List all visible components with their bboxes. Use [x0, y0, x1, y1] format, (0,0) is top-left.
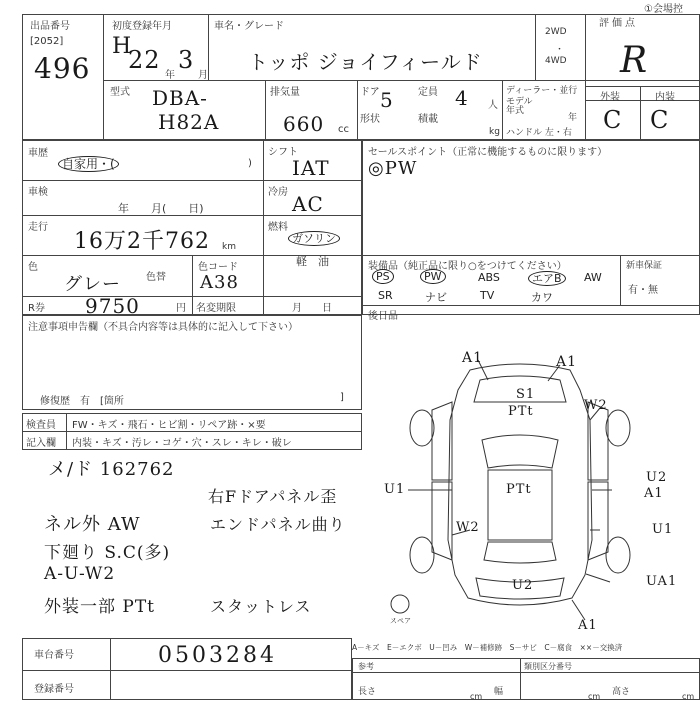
leader: [586, 574, 610, 582]
hw-line-1: メ/ド 162762: [48, 459, 175, 480]
hw-line-4: A-U-W2: [44, 564, 116, 584]
equip-label: 装備品（純正品に限り○をつけてください）: [368, 261, 567, 272]
spare-label: スペア: [390, 617, 411, 625]
equip-tv: TV: [480, 289, 495, 302]
load-label: 積載: [418, 114, 438, 125]
ext-value: C: [603, 106, 623, 134]
dim-height: 高さ: [612, 687, 631, 697]
rear-seat-label: 後日品: [368, 311, 398, 322]
doors-value: 5: [380, 88, 394, 112]
usage-close: ): [248, 158, 252, 169]
dim-width-unit: cm: [588, 692, 601, 701]
equip-abs: ABS: [478, 271, 500, 284]
new-car-label: 新車保証: [626, 261, 663, 271]
color-label: 色: [28, 262, 38, 273]
wheel-rr: [606, 537, 630, 573]
int-value: C: [650, 106, 670, 134]
mark-a1-front-left: A1: [462, 350, 484, 366]
first-reg-era: H: [112, 34, 133, 59]
color-code-label: 色コード: [198, 262, 238, 273]
int-label: 内装: [655, 92, 675, 103]
dim-length: 長さ: [358, 687, 377, 697]
dim-height-unit: cm: [682, 692, 695, 701]
chassis-label: 車台番号: [34, 650, 74, 661]
recycle-unit: 円: [176, 303, 186, 314]
equip-pw-mark: PW: [420, 269, 446, 284]
divider: [110, 638, 111, 700]
transfer-label: 類別区分番号: [524, 662, 572, 671]
mark-s1-hood: S1: [516, 387, 536, 402]
shift-value: IAT: [292, 156, 330, 180]
new-car-value: 有・無: [628, 285, 658, 296]
equip-leather: カワ: [531, 291, 553, 304]
fee-label: 参考: [358, 662, 374, 671]
title-limit-units: 月 日: [292, 303, 332, 314]
rear-window: [484, 542, 556, 563]
mark-ptt-roof: PTt: [506, 482, 532, 497]
venue-partial: ①会場控: [644, 4, 683, 15]
mark-ua1-right-rear: UA1: [646, 574, 678, 589]
color-value: グレー: [64, 274, 121, 295]
equip-airbag-mark: エアB: [528, 271, 566, 286]
divider: [22, 670, 352, 671]
lot-sub: [2052]: [30, 36, 64, 47]
caution-label: 注意事項申告欄（不具合内容等は具体的に記入して下さい）: [28, 322, 298, 333]
mark-w2-right-fender: W2: [584, 398, 608, 413]
model-year-label: モデル年式: [506, 97, 533, 116]
fuel-diesel: 軽 油: [296, 255, 329, 268]
recycle-value: 9750: [85, 294, 140, 318]
hw-line-2: ネル外 AW: [44, 514, 141, 535]
spare-tire: [391, 595, 409, 613]
ac-label: 冷房: [268, 187, 288, 198]
disp-value: 660: [283, 112, 325, 136]
dealer-label: ディーラー・並行: [506, 86, 578, 96]
year-unit: 年: [165, 70, 175, 81]
model-value: トッポ ジョイフィールド: [248, 50, 483, 74]
model-label: 車名・グレード: [214, 21, 284, 32]
mark-ptt-hood: PTt: [508, 404, 534, 419]
repair-label: 修復歴 有 [箇所: [40, 396, 124, 407]
reg-label: 登録番号: [34, 684, 74, 695]
usage-label: 車歴: [28, 148, 48, 159]
wheel-lf: [410, 410, 434, 446]
seats-value: 4: [455, 86, 469, 110]
mark-u1-right-rear: U1: [652, 522, 674, 537]
legend: A－キズ E－エクボ U－凹み W－補修跡 S－サビ C－腐食 ××－交換済: [352, 643, 623, 652]
seats-label: 定員: [418, 87, 438, 98]
first-reg-label: 初度登録年月: [112, 21, 172, 32]
check-row-1: FW・キズ・飛石・ヒビ割・リペア跡・×要: [72, 420, 266, 431]
sales-label: セールスポイント（正常に機能するものに限ります）: [368, 147, 608, 158]
month-unit: 月: [198, 70, 208, 81]
type-value-1: DBA-: [152, 86, 208, 110]
ext-label: 外装: [600, 92, 620, 103]
recycle-label: R券: [28, 303, 45, 314]
lot-label: 出品番号: [30, 21, 70, 32]
sales-value: ◎PW: [368, 158, 418, 179]
windshield: [482, 435, 558, 468]
type-label: 型式: [110, 87, 130, 98]
shift-label: シフト: [268, 147, 298, 158]
mileage-value: 16万2千762: [74, 229, 210, 254]
mark-a1-rear: A1: [578, 618, 598, 633]
lot-number: 496: [34, 52, 91, 85]
doors-label: ドア: [360, 87, 380, 98]
score-label: 評価点: [599, 18, 638, 29]
first-reg-year: 22: [128, 46, 161, 74]
hw-line-5: 外装一部 PTt: [44, 597, 156, 617]
title-limit-label: 名変期限: [196, 303, 236, 314]
score-value: R: [620, 40, 649, 81]
dim-width: 幅: [494, 687, 504, 697]
color-code-value: A38: [200, 272, 239, 293]
leader: [572, 600, 585, 620]
drive-2wd: 2WD: [545, 27, 567, 37]
mark-u2-rear: U2: [512, 578, 534, 593]
load-unit: kg: [489, 127, 500, 137]
mark-a1-front-right: A1: [556, 354, 578, 370]
fuel-gas: ガソリン: [288, 231, 340, 246]
hw-right-1: 右Fドアパネル歪: [208, 487, 338, 506]
first-reg-month: 3: [178, 46, 195, 74]
equip-aw: AW: [584, 271, 602, 284]
chassis-value: 0503284: [158, 643, 277, 668]
handle-label: ハンドル 左・右: [506, 128, 572, 138]
mark-u2-right: U2: [646, 470, 668, 485]
usage-private: 自家用・(: [58, 156, 119, 172]
drive-4wd: 4WD: [545, 56, 567, 66]
shaken-units: 年 月( 日): [118, 202, 204, 215]
equip-sr: SR: [378, 289, 393, 302]
model-year-unit: 年: [568, 113, 578, 123]
record-label: 記入欄: [26, 438, 56, 449]
drive-dot: ・: [555, 45, 565, 55]
divider: [520, 658, 521, 700]
type-value-2: H82A: [158, 110, 220, 134]
mark-a1-right: A1: [644, 486, 664, 501]
mark-u1-left: U1: [384, 482, 406, 497]
hw-right-3: スタットレス: [210, 597, 312, 616]
hw-line-3: 下廻り S.C(多): [44, 543, 171, 563]
check-row-2: 内装・キズ・汚レ・コゲ・穴・スレ・キレ・破レ: [72, 438, 292, 449]
roof: [488, 470, 552, 540]
equip-ps-mark: PS: [372, 269, 394, 284]
shape-label: 形状: [360, 114, 380, 125]
hw-right-2: エンドパネル曲り: [210, 515, 346, 534]
wheel-rf: [606, 410, 630, 446]
equip-navi: ナビ: [425, 291, 447, 304]
inspector-label: 検査員: [26, 420, 56, 431]
mileage-label: 走行: [28, 222, 48, 233]
divider: [352, 672, 700, 673]
ac-value: AC: [292, 192, 324, 216]
mileage-unit: km: [222, 242, 236, 252]
mark-w2-left-rear: W2: [456, 520, 480, 535]
color-no-label: 色替: [146, 272, 166, 283]
wheel-lr: [410, 537, 434, 573]
fuel-label: 燃料: [268, 222, 288, 233]
seats-unit: 人: [488, 100, 498, 111]
dim-length-unit: cm: [470, 692, 483, 701]
disp-unit: cc: [338, 124, 349, 135]
repair-close: ]: [340, 392, 344, 403]
shaken-label: 車検: [28, 187, 48, 198]
disp-label: 排気量: [270, 87, 300, 98]
